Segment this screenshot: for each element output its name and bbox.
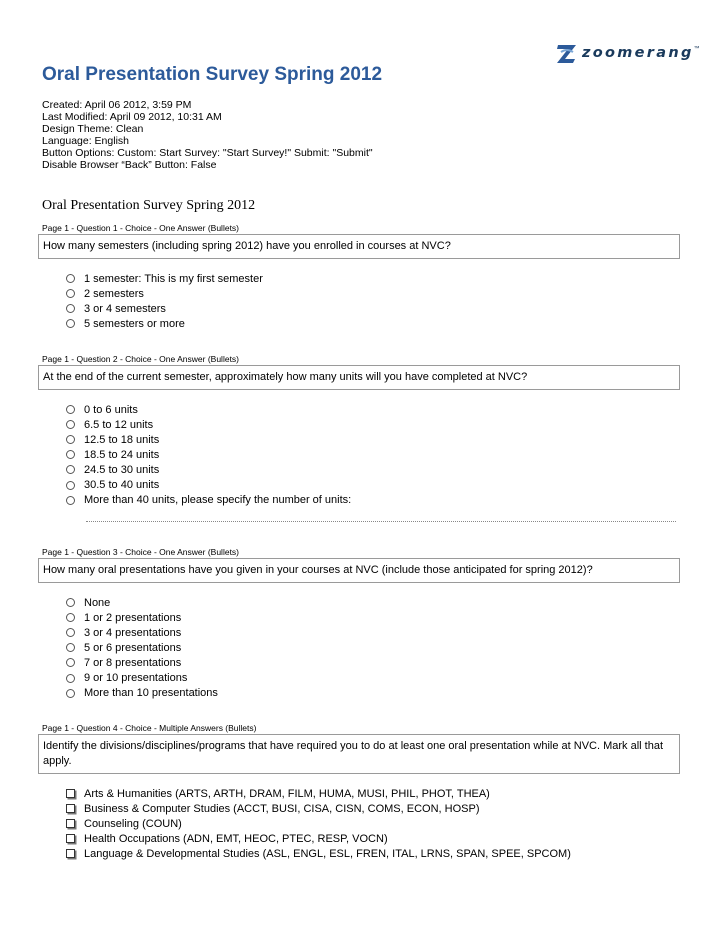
option-label: 30.5 to 40 units [84, 479, 160, 492]
option-label: Language & Developmental Studies (ASL, ENGL, ESL, FREN, ITAL, LRNS, SPAN, SPEE, SPCOM) [84, 847, 571, 860]
question-3-text: How many oral presentations have you given in your courses at NVC (include those anticipated for spring 2012)? [38, 558, 680, 583]
meta-disable-back: Disable Browser “Back” Button: False [42, 159, 217, 172]
option-label: 3 or 4 semesters [84, 302, 166, 315]
option-label: 12.5 to 18 units [84, 433, 160, 446]
checkbox[interactable] [66, 849, 75, 858]
option-row[interactable] [66, 846, 571, 861]
radio-button[interactable] [66, 496, 75, 505]
radio-button[interactable] [66, 450, 75, 459]
question-3-label: Page 1 - Question 3 - Choice - One Answer (Bullets) [42, 547, 240, 557]
option-row[interactable] [66, 670, 218, 685]
checkbox[interactable] [66, 819, 75, 828]
option-row[interactable] [66, 595, 218, 610]
question-4-label: Page 1 - Question 4 - Choice - Multiple Answers (Bullets) [42, 723, 257, 733]
radio-button[interactable] [66, 613, 75, 622]
option-row[interactable] [66, 686, 218, 701]
question-4-options [66, 786, 571, 861]
specify-units-input[interactable] [86, 521, 676, 522]
option-label: Arts & Humanities (ARTS, ARTH, DRAM, FILM, HUMA, MUSI, PHIL, PHOT, THEA) [84, 787, 490, 800]
trademark: ™ [693, 46, 700, 52]
option-label: 6.5 to 12 units [84, 418, 154, 431]
option-label: None [84, 596, 111, 609]
radio-button[interactable] [66, 689, 75, 698]
radio-button[interactable] [66, 465, 75, 474]
question-2-text: At the end of the current semester, approximately how many units will you have completed at NVC? [38, 365, 680, 390]
option-label: Business & Computer Studies (ACCT, BUSI, CISA, CISN, COMS, ECON, HOSP) [84, 802, 480, 815]
meta-created: Created: April 06 2012, 3:59 PM [42, 99, 192, 111]
option-label: 2 semesters [84, 287, 144, 300]
option-label: 1 semester: This is my first semester [84, 272, 263, 285]
checkbox[interactable] [66, 789, 75, 798]
option-label: 24.5 to 30 units [84, 463, 160, 476]
radio-button[interactable] [66, 643, 75, 652]
option-row[interactable] [66, 625, 218, 640]
option-label: Health Occupations (ADN, EMT, HEOC, PTEC, RESP, VOCN) [84, 832, 388, 845]
question-1-options [66, 271, 263, 331]
meta-button-options: Button Options: Custom: Start Survey: "Start Survey!" Submit: "Submit" [42, 147, 373, 160]
question-3-options [66, 595, 218, 701]
radio-button[interactable] [66, 420, 75, 429]
option-row[interactable] [66, 271, 263, 286]
option-row[interactable] [66, 447, 351, 462]
radio-button[interactable] [66, 289, 75, 298]
checkbox[interactable] [66, 804, 75, 813]
option-row[interactable] [66, 640, 218, 655]
option-label: More than 10 presentations [84, 687, 218, 700]
option-label: 18.5 to 24 units [84, 448, 160, 461]
radio-button[interactable] [66, 658, 75, 667]
question-1-text: How many semesters (including spring 2012) have you enrolled in courses at NVC? [38, 234, 680, 259]
option-row[interactable] [66, 316, 263, 331]
option-row[interactable] [66, 786, 571, 801]
meta-language: Language: English [42, 135, 129, 148]
checkbox[interactable] [66, 834, 75, 843]
option-row[interactable] [66, 432, 351, 447]
option-row[interactable] [66, 301, 263, 316]
radio-button[interactable] [66, 319, 75, 328]
survey-subtitle: Oral Presentation Survey Spring 2012 [42, 198, 256, 213]
radio-button[interactable] [66, 405, 75, 414]
zoomerang-logo [556, 41, 700, 65]
question-4-text: Identify the divisions/disciplines/programs that have required you to do at least one oral presentation while at NVC. Mark all that apply. [38, 734, 680, 774]
zoomerang-z-icon [556, 42, 578, 64]
option-label: 5 or 6 presentations [84, 641, 182, 654]
option-label: 3 or 4 presentations [84, 626, 182, 639]
question-2-options [66, 402, 351, 508]
option-row[interactable] [66, 417, 351, 432]
option-label: 1 or 2 presentations [84, 611, 182, 624]
option-label: Counseling (COUN) [84, 817, 182, 830]
radio-button[interactable] [66, 481, 75, 490]
option-row[interactable] [66, 816, 571, 831]
option-row[interactable] [66, 402, 351, 417]
option-row[interactable] [66, 610, 218, 625]
survey-title: Oral Presentation Survey Spring 2012 [42, 64, 383, 85]
meta-last-modified: Last Modified: April 09 2012, 10:31 AM [42, 111, 222, 124]
question-1-label: Page 1 - Question 1 - Choice - One Answer (Bullets) [42, 223, 240, 233]
option-row[interactable] [66, 493, 351, 508]
brand-name: zoomerang [582, 45, 694, 61]
option-row[interactable] [66, 286, 263, 301]
radio-button[interactable] [66, 435, 75, 444]
option-label: 9 or 10 presentations [84, 672, 188, 685]
option-label: More than 40 units, please specify the number of units: [84, 494, 352, 507]
meta-design-theme: Design Theme: Clean [42, 123, 144, 136]
radio-button[interactable] [66, 274, 75, 283]
option-row[interactable] [66, 831, 571, 846]
radio-button[interactable] [66, 304, 75, 313]
question-2-label: Page 1 - Question 2 - Choice - One Answer (Bullets) [42, 354, 240, 364]
option-row[interactable] [66, 801, 571, 816]
survey-metadata [42, 99, 373, 172]
option-label: 7 or 8 presentations [84, 656, 182, 669]
option-row[interactable] [66, 477, 351, 492]
option-label: 5 semesters or more [84, 317, 185, 330]
radio-button[interactable] [66, 598, 75, 607]
option-label: 0 to 6 units [84, 403, 138, 416]
option-row[interactable] [66, 462, 351, 477]
option-row[interactable] [66, 655, 218, 670]
radio-button[interactable] [66, 628, 75, 637]
radio-button[interactable] [66, 674, 75, 683]
